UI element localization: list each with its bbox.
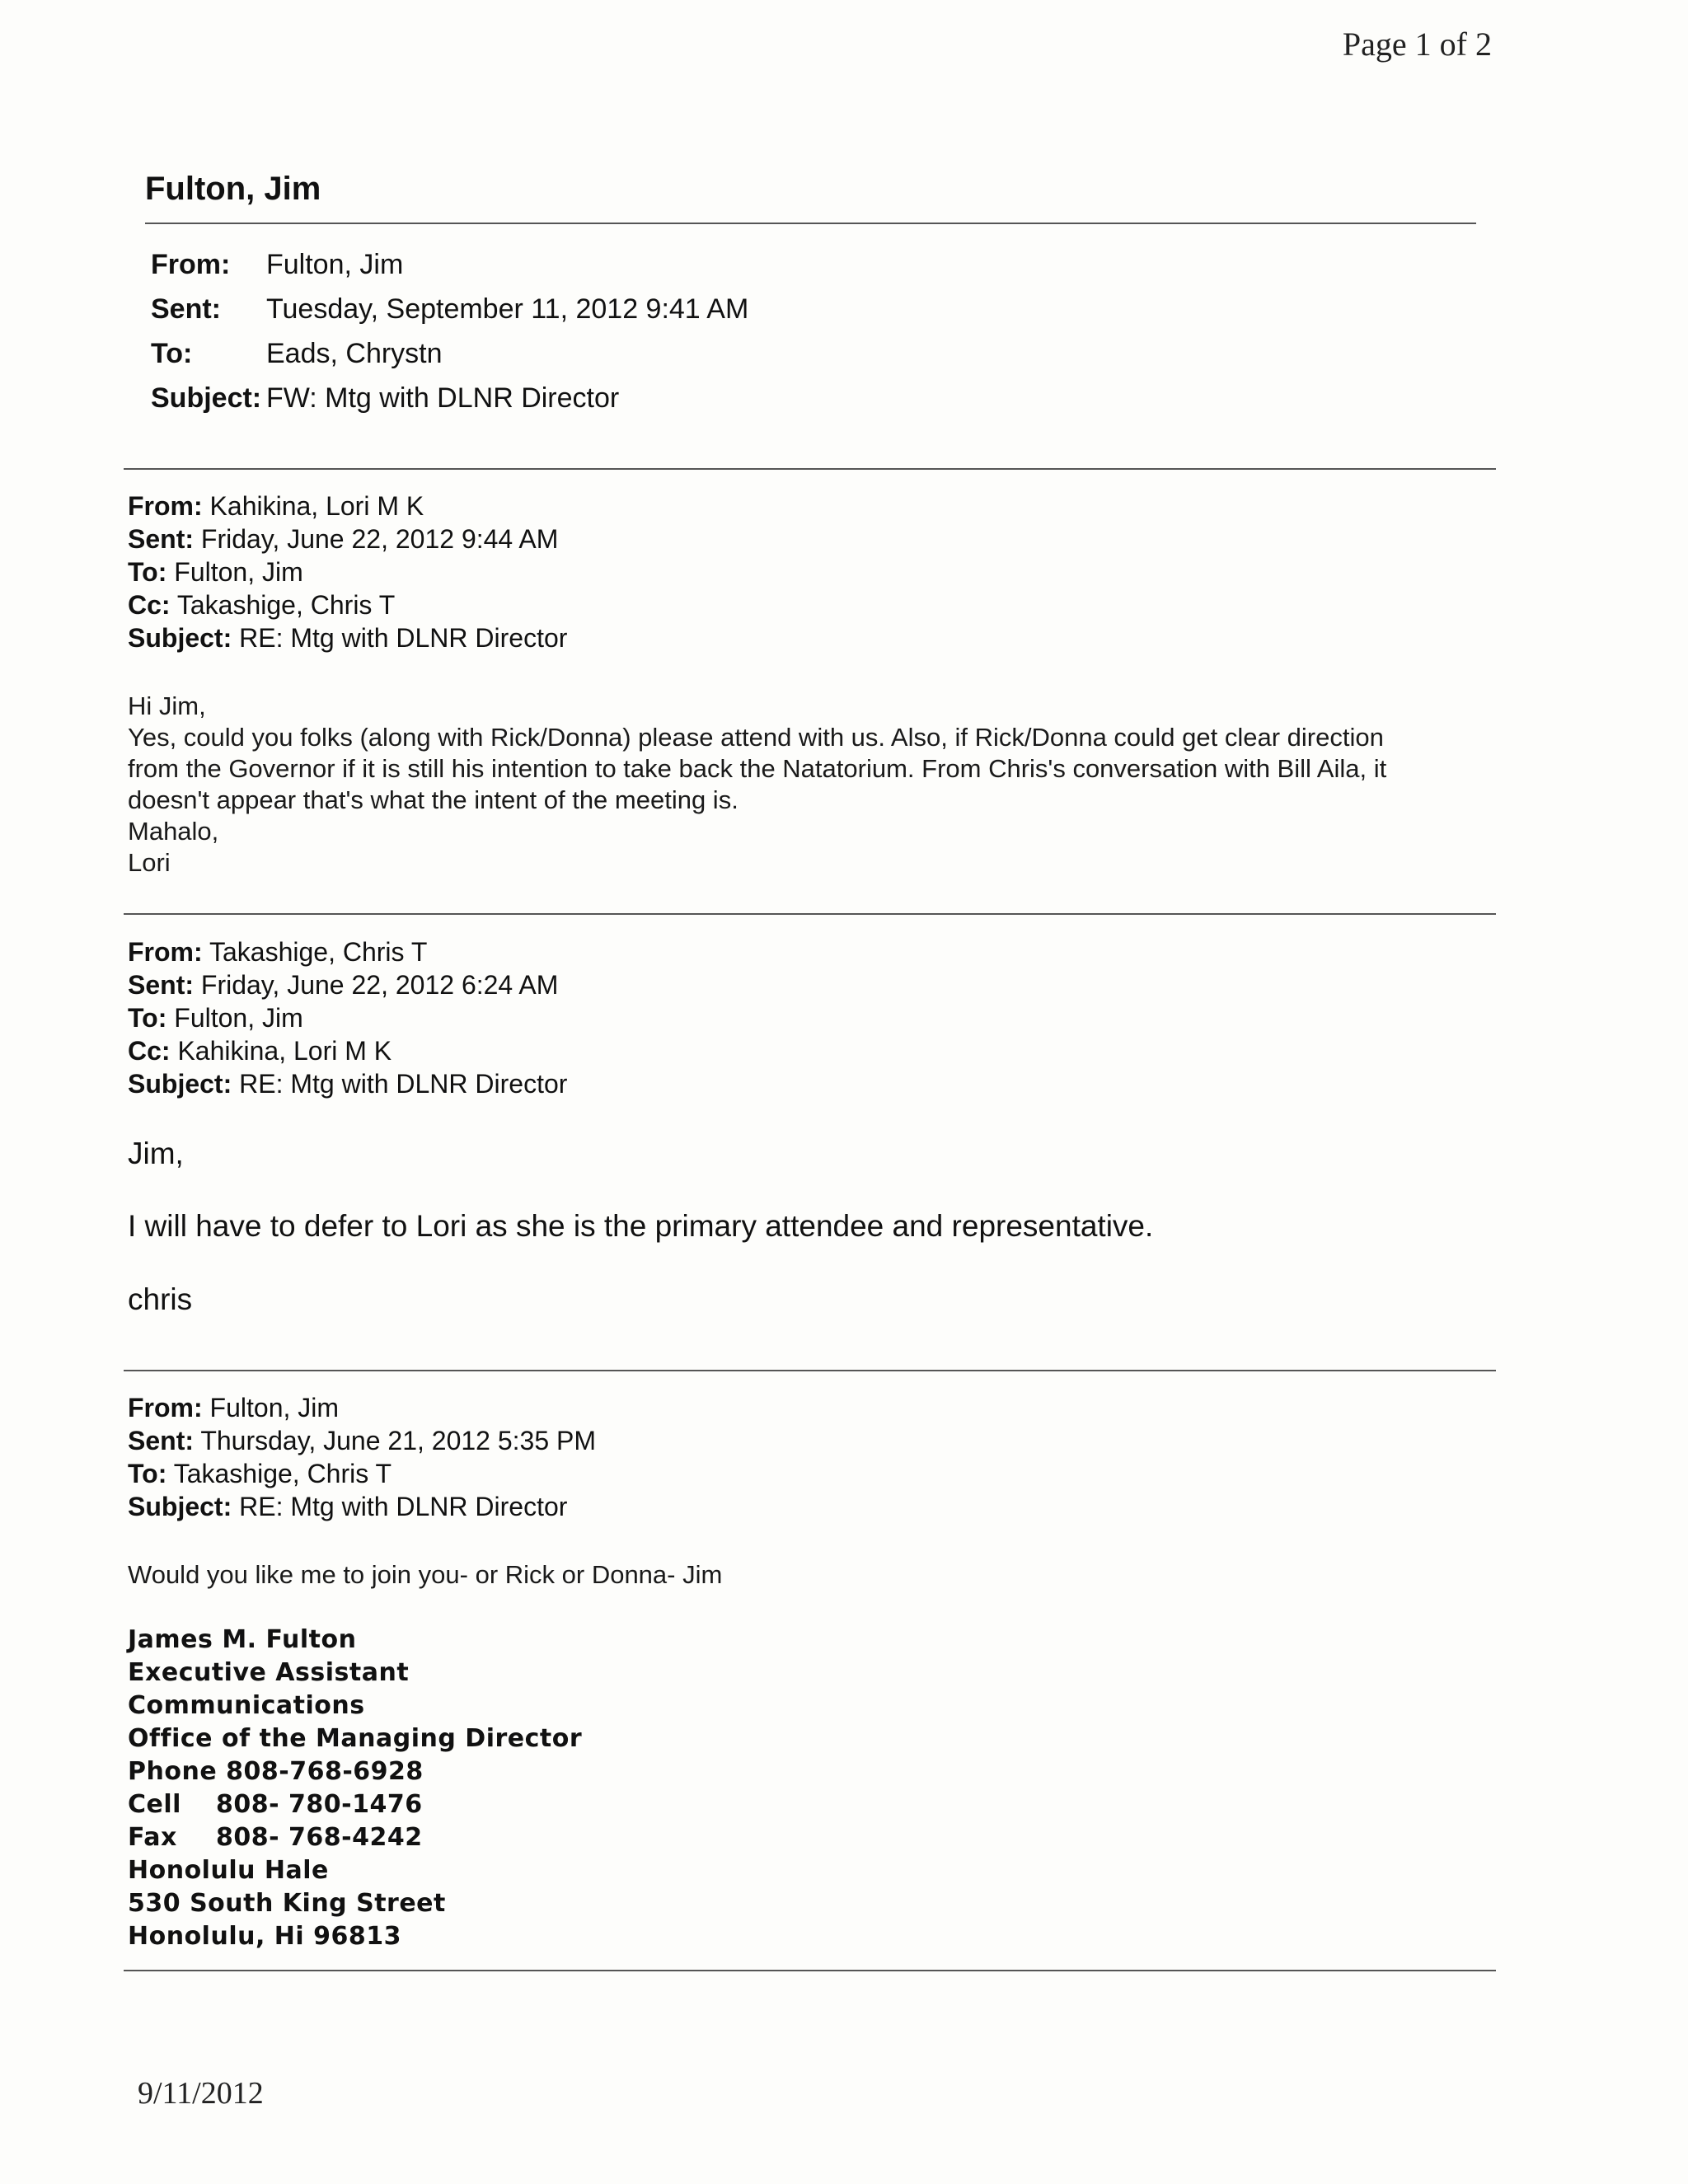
message-1-line: Hi Jim, bbox=[128, 691, 206, 720]
message-2-subject: Subject: RE: Mtg with DLNR Director bbox=[128, 1069, 568, 1099]
outer-sent-value: Tuesday, September 11, 2012 9:41 AM bbox=[266, 293, 749, 325]
message-2-sent: Sent: Friday, June 22, 2012 6:24 AM bbox=[128, 970, 559, 1000]
signature-office: Office of the Managing Director bbox=[128, 1724, 583, 1753]
signature-city: Honolulu, Hi 96813 bbox=[128, 1922, 402, 1951]
outer-sent-row bbox=[151, 287, 748, 331]
outer-subject-key: Subject: bbox=[151, 382, 262, 414]
message-3-to: To: Takashige, Chris T bbox=[128, 1459, 392, 1488]
message-3-sent: Sent: Thursday, June 21, 2012 5:35 PM bbox=[128, 1426, 597, 1455]
message-1-line: doesn't appear that's what the intent of the meeting is. bbox=[128, 785, 738, 814]
message-1-line: Yes, could you folks (along with Rick/Donna) please attend with us. Also, if Rick/Donna could get clear direction bbox=[128, 723, 1384, 752]
page-number: Page 1 of 2 bbox=[1342, 26, 1492, 63]
message-2-header bbox=[128, 935, 567, 1100]
signature-building: Honolulu Hale bbox=[128, 1856, 329, 1885]
message-1-line: Lori bbox=[128, 848, 171, 877]
outer-email-header bbox=[151, 242, 748, 420]
message-divider bbox=[124, 913, 1496, 915]
message-3-body: Would you like me to join you- or Rick or Donna- Jim bbox=[128, 1560, 723, 1589]
outer-to-key: To: bbox=[151, 337, 193, 369]
message-1-subject: Subject: RE: Mtg with DLNR Director bbox=[128, 623, 568, 653]
message-3-from: From: Fulton, Jim bbox=[128, 1393, 340, 1422]
outer-subject-row bbox=[151, 376, 748, 420]
message-2-greeting: Jim, bbox=[128, 1137, 184, 1170]
message-1-cc: Cc: Takashige, Chris T bbox=[128, 590, 396, 620]
outer-from-key: From: bbox=[151, 248, 231, 280]
message-1-sent: Sent: Friday, June 22, 2012 9:44 AM bbox=[128, 524, 559, 554]
email-signature bbox=[128, 1624, 582, 1953]
outer-to-row bbox=[151, 331, 748, 376]
signature-cell: Cell 808- 780-1476 bbox=[128, 1790, 423, 1819]
message-3-header bbox=[128, 1391, 596, 1523]
outer-from-value: Fulton, Jim bbox=[266, 248, 404, 280]
message-1-line: Mahalo, bbox=[128, 817, 219, 846]
message-2-from: From: Takashige, Chris T bbox=[128, 937, 428, 967]
end-divider bbox=[124, 1970, 1496, 1971]
outer-to-value: Eads, Chrystn bbox=[266, 337, 443, 369]
message-2-line: I will have to defer to Lori as she is the primary attendee and representative. bbox=[128, 1209, 1154, 1243]
message-divider bbox=[124, 1370, 1496, 1371]
mailbox-title: Fulton, Jim bbox=[145, 171, 321, 207]
header-divider bbox=[124, 468, 1496, 470]
message-2-to: To: Fulton, Jim bbox=[128, 1003, 303, 1033]
signature-title: Executive Assistant bbox=[128, 1658, 410, 1687]
footer-date: 9/11/2012 bbox=[138, 2076, 264, 2111]
message-2-cc: Cc: Kahikina, Lori M K bbox=[128, 1036, 392, 1066]
message-1-to: To: Fulton, Jim bbox=[128, 557, 303, 587]
message-2-signoff: chris bbox=[128, 1282, 193, 1316]
signature-phone: Phone 808-768-6928 bbox=[128, 1757, 424, 1786]
message-1-line: from the Governor if it is still his intention to take back the Natatorium. From Chris's conversation with Bill Aila, it bbox=[128, 754, 1387, 783]
message-1-header bbox=[128, 490, 567, 654]
message-1-body bbox=[128, 691, 1386, 879]
message-1-from: From: Kahikina, Lori M K bbox=[128, 491, 424, 521]
outer-subject-value: FW: Mtg with DLNR Director bbox=[266, 382, 620, 414]
title-divider bbox=[145, 223, 1476, 224]
signature-name: James M. Fulton bbox=[128, 1625, 357, 1654]
signature-street: 530 South King Street bbox=[128, 1889, 446, 1918]
outer-from-row bbox=[151, 242, 748, 287]
signature-dept: Communications bbox=[128, 1691, 365, 1720]
outer-sent-key: Sent: bbox=[151, 293, 221, 325]
message-3-subject: Subject: RE: Mtg with DLNR Director bbox=[128, 1492, 568, 1521]
signature-fax: Fax 808- 768-4242 bbox=[128, 1823, 423, 1852]
